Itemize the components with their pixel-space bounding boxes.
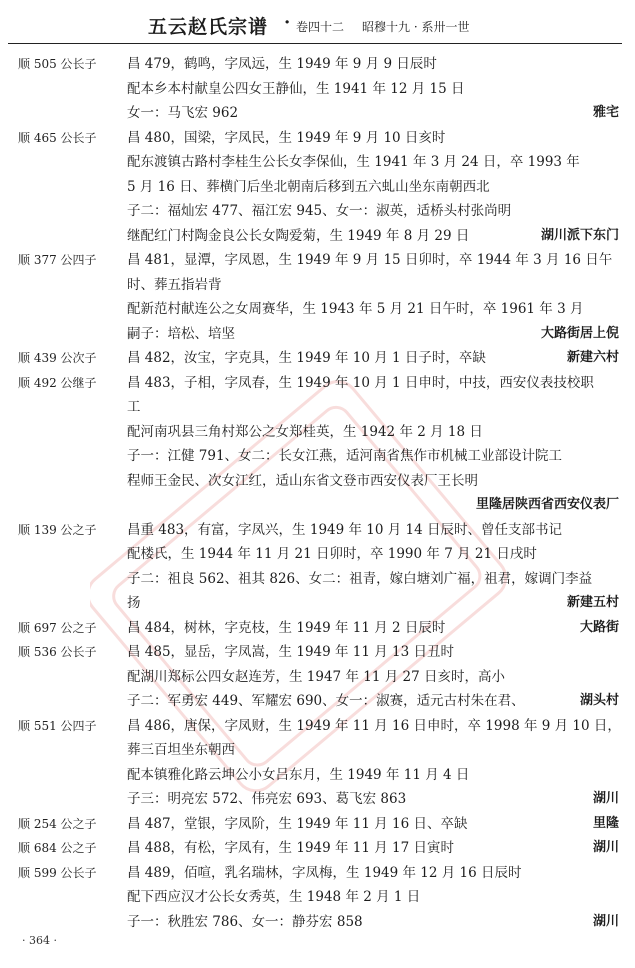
volume-label: 卷四十二	[296, 20, 345, 34]
residence-label: 湖头村	[579, 693, 619, 708]
entry-line	[0, 77, 635, 102]
entry-text: 子二：祖良 562、祖其 826、女二：祖青，嫁白塘刘广福，祖君，嫁调门李益	[127, 570, 593, 587]
residence-label: 湖川派下东门	[540, 227, 619, 243]
entry-line	[0, 714, 635, 739]
entry-line	[0, 861, 635, 886]
entry-text: 昌 484，树林，字克枝，生 1949 年 11 月 2 日辰时	[127, 619, 446, 636]
residence-label: 新建六村	[566, 350, 619, 365]
residence-label: 湖川	[592, 840, 619, 855]
entry-text: 女一：马飞宏 962	[127, 105, 239, 121]
entry-line	[0, 346, 635, 371]
entry-line	[0, 52, 635, 77]
residence-label: 大路街	[579, 619, 619, 635]
entry-text: 葬三百坦坐东朝西	[127, 742, 235, 758]
entry-line	[0, 101, 635, 126]
genealogy-title: 五云赵氏宗谱	[148, 16, 269, 38]
entry-line	[0, 665, 635, 690]
entry-text: 子二：福灿宏 477、福江宏 945、女一：淑英，适桥头村张尚明	[127, 203, 512, 219]
entry-line	[0, 199, 635, 224]
entry-text: 程师王金民、次女江红，适山东省文登市西安仪表厂王长明	[127, 472, 478, 489]
entry-text: 扬	[127, 595, 141, 611]
entry-line	[0, 542, 635, 567]
entry-line	[0, 273, 635, 298]
residence-label: 新建五村	[566, 595, 619, 610]
entry-line	[0, 175, 635, 200]
father-reference: 顺 439 公次子	[18, 351, 97, 365]
genealogy-entries	[0, 52, 635, 934]
entry-line	[0, 689, 635, 714]
genealogy-entry	[0, 812, 635, 837]
header-rule	[8, 43, 622, 44]
entry-text: 子一：秋胜宏 786、女一：静芬宏 858	[127, 913, 363, 930]
entry-text: 昌 489，佰喧，乳名瑞林，字凤梅，生 1949 年 12 月 16 日辰时	[127, 864, 522, 881]
father-reference: 顺 551 公四子	[18, 718, 97, 733]
entry-line	[0, 297, 635, 322]
entry-text: 子三：明亮宏 572、伟亮宏 693、葛飞宏 863	[127, 791, 407, 807]
residence-label: 湖川	[592, 791, 619, 806]
entry-line	[0, 126, 635, 151]
genealogy-entry	[0, 518, 635, 616]
entry-text: 配本镇雅化路云坤公小女吕东月，生 1949 年 11 月 4 日	[127, 766, 470, 783]
entry-line	[0, 836, 635, 861]
entry-text: 昌 480，国梁，字凤民，生 1949 年 9 月 10 日亥时	[127, 129, 446, 146]
genealogy-entry	[0, 346, 635, 371]
entry-line	[0, 640, 635, 665]
father-reference: 顺 599 公长子	[18, 865, 97, 880]
entry-text: 昌 485，显岳，字凤嵩，生 1949 年 11 月 13 日丑时	[127, 644, 455, 660]
entry-text: 时、葬五指岩背	[127, 276, 222, 293]
entry-line	[0, 395, 635, 420]
entry-line	[0, 616, 635, 641]
entry-line	[0, 224, 635, 249]
entry-text: 配东渡镇古路村李桂生公长女李保仙，生 1941 年 3 月 24 日，卒 1993 年	[127, 154, 580, 170]
entry-line	[0, 444, 635, 469]
entry-text: 嗣子：培松、培坚	[127, 325, 235, 342]
entry-text: 继配红门村陶金良公长女陶爱菊，生 1949 年 8 月 29 日	[127, 227, 470, 244]
entry-text: 5 月 16 日、葬横门后坐北朝南后移到五六虬山坐东南朝西北	[127, 178, 490, 195]
entry-line	[0, 567, 635, 592]
genealogy-entry	[0, 126, 635, 249]
residence-label: 雅宅	[592, 105, 619, 120]
entry-line	[0, 420, 635, 445]
entry-line	[0, 591, 635, 616]
entry-text: 配湖川郑标公四女赵连芳，生 1947 年 11 月 27 日亥时，高小	[127, 668, 505, 685]
page-header	[0, 0, 635, 44]
genealogy-entry	[0, 371, 635, 518]
entry-text: 昌 479，鹤鸣，字凤远，生 1949 年 9 月 9 日辰时	[127, 56, 437, 72]
generation-label: 昭穆十九 · 系卅一世	[362, 20, 470, 34]
genealogy-entry	[0, 861, 635, 935]
entry-text: 配下西应汉才公长女秀英，生 1948 年 2 月 1 日	[127, 889, 421, 905]
father-reference: 顺 697 公之子	[18, 620, 97, 635]
entry-text: 工	[127, 399, 141, 415]
father-reference: 顺 139 公之子	[18, 522, 97, 537]
entry-line	[0, 248, 635, 273]
entry-text: 昌 483，子相，字凤春，生 1949 年 10 月 1 日申时，中技，西安仪表技校职	[127, 374, 594, 391]
entry-text: 配新范村献连公之女周赛华，生 1943 年 5 月 21 日午时，卒 1961 年 3 月	[127, 301, 584, 317]
entry-line	[0, 885, 635, 910]
entry-line	[0, 469, 635, 494]
father-reference: 顺 505 公长子	[18, 57, 97, 71]
residence-label: 里隆居陕西省西安仪表厂	[475, 497, 619, 512]
entry-text: 配本乡本村献皇公四女王静仙，生 1941 年 12 月 15 日	[127, 80, 465, 97]
father-reference: 顺 254 公之子	[18, 816, 97, 831]
entry-line	[0, 150, 635, 175]
entry-text: 昌 488，有松，字凤有，生 1949 年 11 月 17 日寅时	[127, 840, 455, 856]
entry-text: 昌 482，汝宝，字克具，生 1949 年 10 月 1 日子时，卒缺	[127, 350, 486, 366]
entry-text: 配楼氏，生 1944 年 11 月 21 日卯时，卒 1990 年 7 月 21 日戌时	[127, 546, 537, 562]
entry-line	[0, 518, 635, 543]
entry-line	[0, 910, 635, 935]
entry-line	[0, 371, 635, 396]
entry-text: 昌重 483，有富，字凤兴，生 1949 年 10 月 14 日辰时、曾任支部书记	[127, 521, 563, 538]
residence-label: 大路街居上倪	[540, 325, 619, 341]
father-reference: 顺 492 公继子	[18, 375, 97, 390]
entry-text: 子一：江健 791、女二：长女江燕，适河南省焦作市机械工业部设计院工	[127, 448, 563, 464]
entry-line	[0, 812, 635, 837]
entry-line	[0, 763, 635, 788]
entry-line	[0, 738, 635, 763]
genealogy-entry	[0, 640, 635, 714]
residence-label: 里隆	[592, 815, 619, 831]
residence-label: 湖川	[592, 913, 619, 929]
genealogy-entry	[0, 52, 635, 126]
father-reference: 顺 377 公四子	[18, 253, 97, 267]
father-reference: 顺 536 公长子	[18, 645, 97, 659]
entry-line	[0, 322, 635, 347]
entry-text: 配河南巩县三角村郑公之女郑桂英，生 1942 年 2 月 18 日	[127, 423, 483, 440]
father-reference: 顺 465 公长子	[18, 130, 97, 145]
entry-text: 子二：军勇宏 449、军耀宏 690、女一：淑赛，适元古村朱在君、	[127, 693, 525, 709]
entry-line	[0, 493, 635, 518]
entry-text: 昌 486，唐保，字凤财，生 1949 年 11 月 16 日申时，卒 1998 年 9 月 10 日，	[127, 717, 621, 734]
genealogy-entry	[0, 248, 635, 346]
genealogy-entry	[0, 616, 635, 641]
genealogy-entry	[0, 714, 635, 812]
page-number: · 364 ·	[22, 934, 57, 947]
father-reference: 顺 684 公之子	[18, 841, 97, 855]
genealogy-entry	[0, 836, 635, 861]
title-separator: ·	[284, 12, 291, 33]
entry-line	[0, 787, 635, 812]
entry-text: 昌 487，堂银，字凤阶，生 1949 年 11 月 16 日、卒缺	[127, 815, 468, 832]
entry-text: 昌 481，显潭，字凤恩，生 1949 年 9 月 15 日卯时，卒 1944 年 3 月 16 日午	[127, 252, 613, 268]
